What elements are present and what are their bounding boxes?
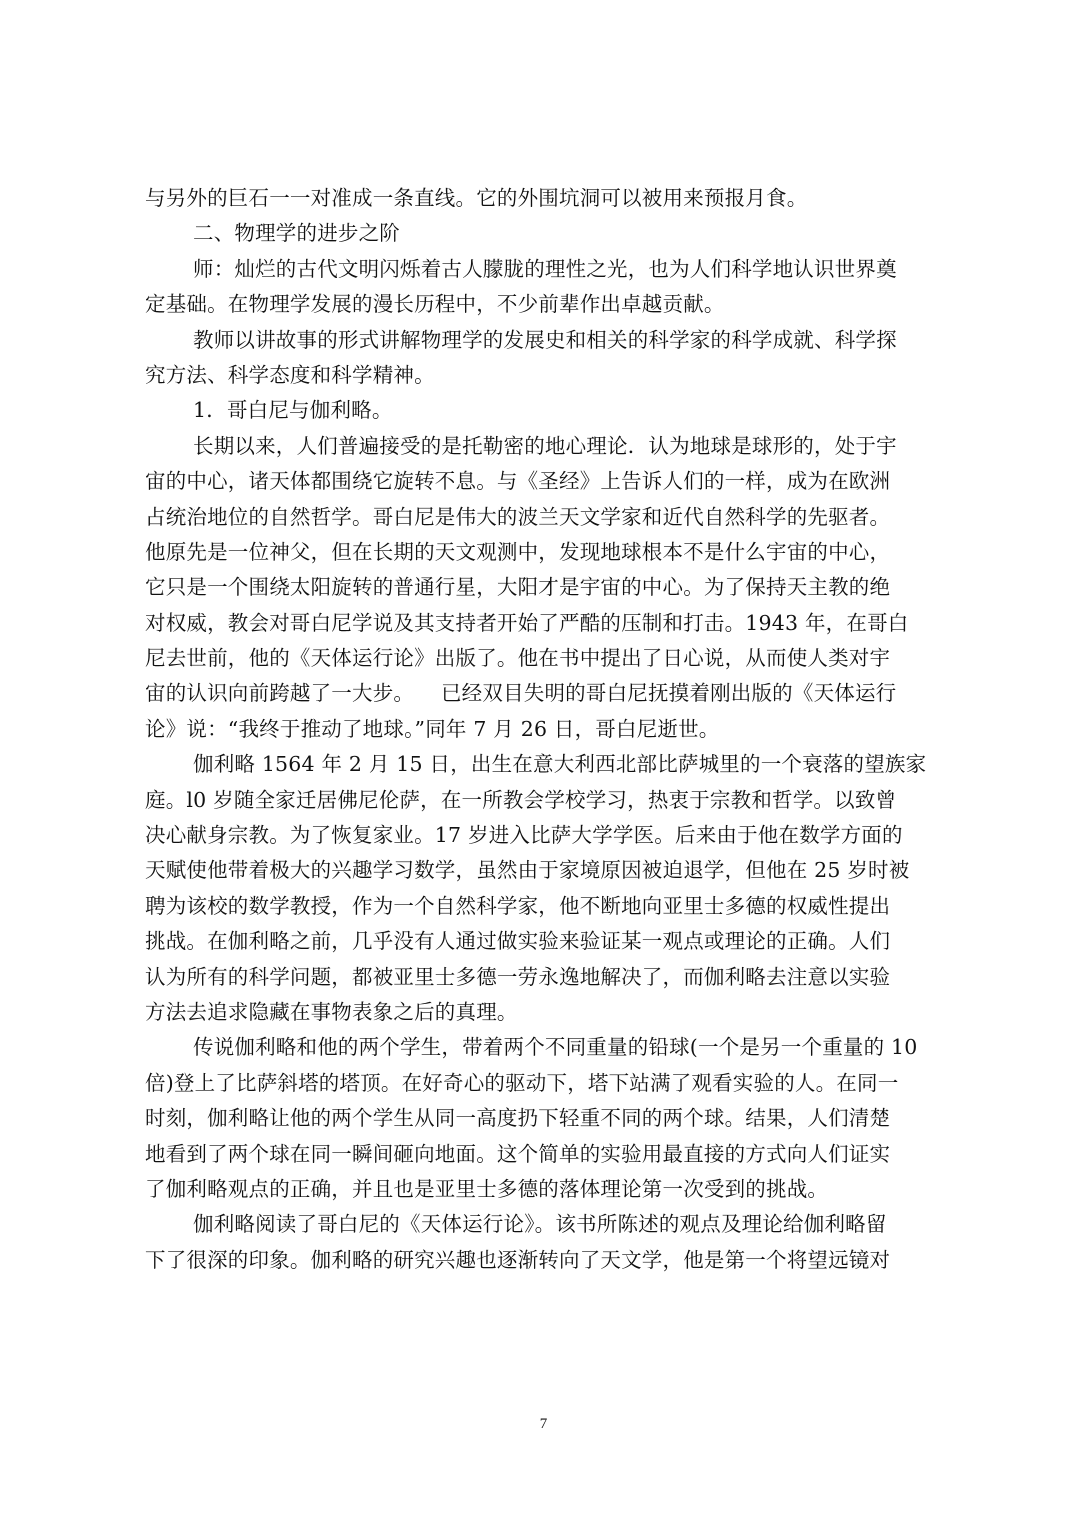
text-line: 下了很深的印象。伽利略的研究兴趣也逐渐转向了天文学，他是第一个将望远镜对 (145, 1247, 891, 1272)
text-line: 究方法、科学态度和科学精神。 (145, 362, 435, 387)
text-line: 倍)登上了比萨斜塔的塔顶。在好奇心的驱动下，塔下站满了观看实验的人。在同一 (145, 1070, 899, 1095)
text-line: 伽利略阅读了哥白尼的《天体运行论》。该书所陈述的观点及理论给伽利略留 (193, 1212, 887, 1237)
body-text (145, 181, 945, 1278)
text-line: 时刻，伽利略让他的两个学生从同一高度扔下轻重不同的两个球。结果，人们清楚 (145, 1106, 891, 1131)
text-line: 了伽利略观点的正确，并且也是亚里士多德的落体理论第一次受到的挑战。 (145, 1176, 829, 1201)
text-line: 决心献身宗教。为了恢复家业。17 岁进入比萨大学学医。后来由于他在数学方面的 (145, 823, 903, 848)
text-line: 1．哥白尼与伽利略。 (193, 398, 393, 423)
text-line: 占统治地位的自然哲学。哥白尼是伟大的波兰天文学家和近代自然科学的先驱者。 (145, 504, 891, 529)
text-line: 师：灿烂的古代文明闪烁着古人朦胧的理性之光，也为人们科学地认识世界奠 (193, 256, 897, 281)
text-line: 方法去追求隐藏在事物表象之后的真理。 (145, 999, 518, 1024)
page-number: 7 (539, 1416, 548, 1432)
text-line: 尼去世前，他的《天体运行论》出版了。他在书中提出了日心说，从而使人类对宇 (145, 646, 891, 671)
text-line: 聘为该校的数学教授，作为一个自然科学家，他不断地向亚里士多德的权威性提出 (145, 893, 891, 918)
text-line: 二、物理学的进步之阶 (193, 221, 400, 246)
text-line: 传说伽利略和他的两个学生，带着两个不同重量的铅球(一个是另一个重量的 10 (193, 1035, 918, 1060)
text-line: 他原先是一位神父，但在长期的天文观测中，发现地球根本不是什么宇宙的中心， (145, 539, 891, 564)
text-line: 宙的认识向前跨越了一大步。 已经双目失明的哥白尼抚摸着刚出版的《天体运行 (145, 681, 897, 706)
text-line: 庭。l0 岁随全家迁居佛尼伦萨，在一所教会学校学习，热衷于宗教和哲学。以致曾 (145, 787, 897, 812)
text-line: 伽利略 1564 年 2 月 15 日，出生在意大利西北部比萨城里的一个衰落的望族家 (193, 752, 927, 777)
text-line: 天赋使他带着极大的兴趣学习数学，虽然由于家境原因被迫退学，但他在 25 岁时被 (145, 858, 910, 883)
text-line: 认为所有的科学问题，都被亚里士多德一劳永逸地解决了，而伽利略去注意以实验 (145, 964, 891, 989)
text-line: 它只是一个围绕太阳旋转的普通行星，大阳才是宇宙的中心。为了保持天主教的绝 (145, 575, 891, 600)
text-line: 挑战。在伽利略之前，几乎没有人通过做实验来验证某一观点或理论的正确。人们 (145, 929, 891, 954)
text-line: 论》说：“我终于推动了地球。”同年 7 月 26 日，哥白尼逝世。 (145, 716, 720, 741)
text-line: 对权威，教会对哥白尼学说及其支持者开始了严酷的压制和打击。1943 年，在哥白 (145, 610, 909, 635)
text-line: 定基础。在物理学发展的漫长历程中，不少前辈作出卓越贡献。 (145, 292, 725, 317)
text-line: 地看到了两个球在同一瞬间砸向地面。这个简单的实验用最直接的方式向人们证实 (145, 1141, 891, 1166)
text-line: 与另外的巨石一一对准成一条直线。它的外围坑洞可以被用来预报月食。 (145, 186, 808, 210)
text-line: 宙的中心，诸天体都围绕它旋转不息。与《圣经》上告诉人们的一样，成为在欧洲 (145, 469, 891, 494)
text-line: 长期以来，人们普遍接受的是托勒密的地心理论．认为地球是球形的，处于宇 (193, 433, 897, 458)
text-line: 教师以讲故事的形式讲解物理学的发展史和相关的科学家的科学成就、科学探 (193, 327, 897, 352)
